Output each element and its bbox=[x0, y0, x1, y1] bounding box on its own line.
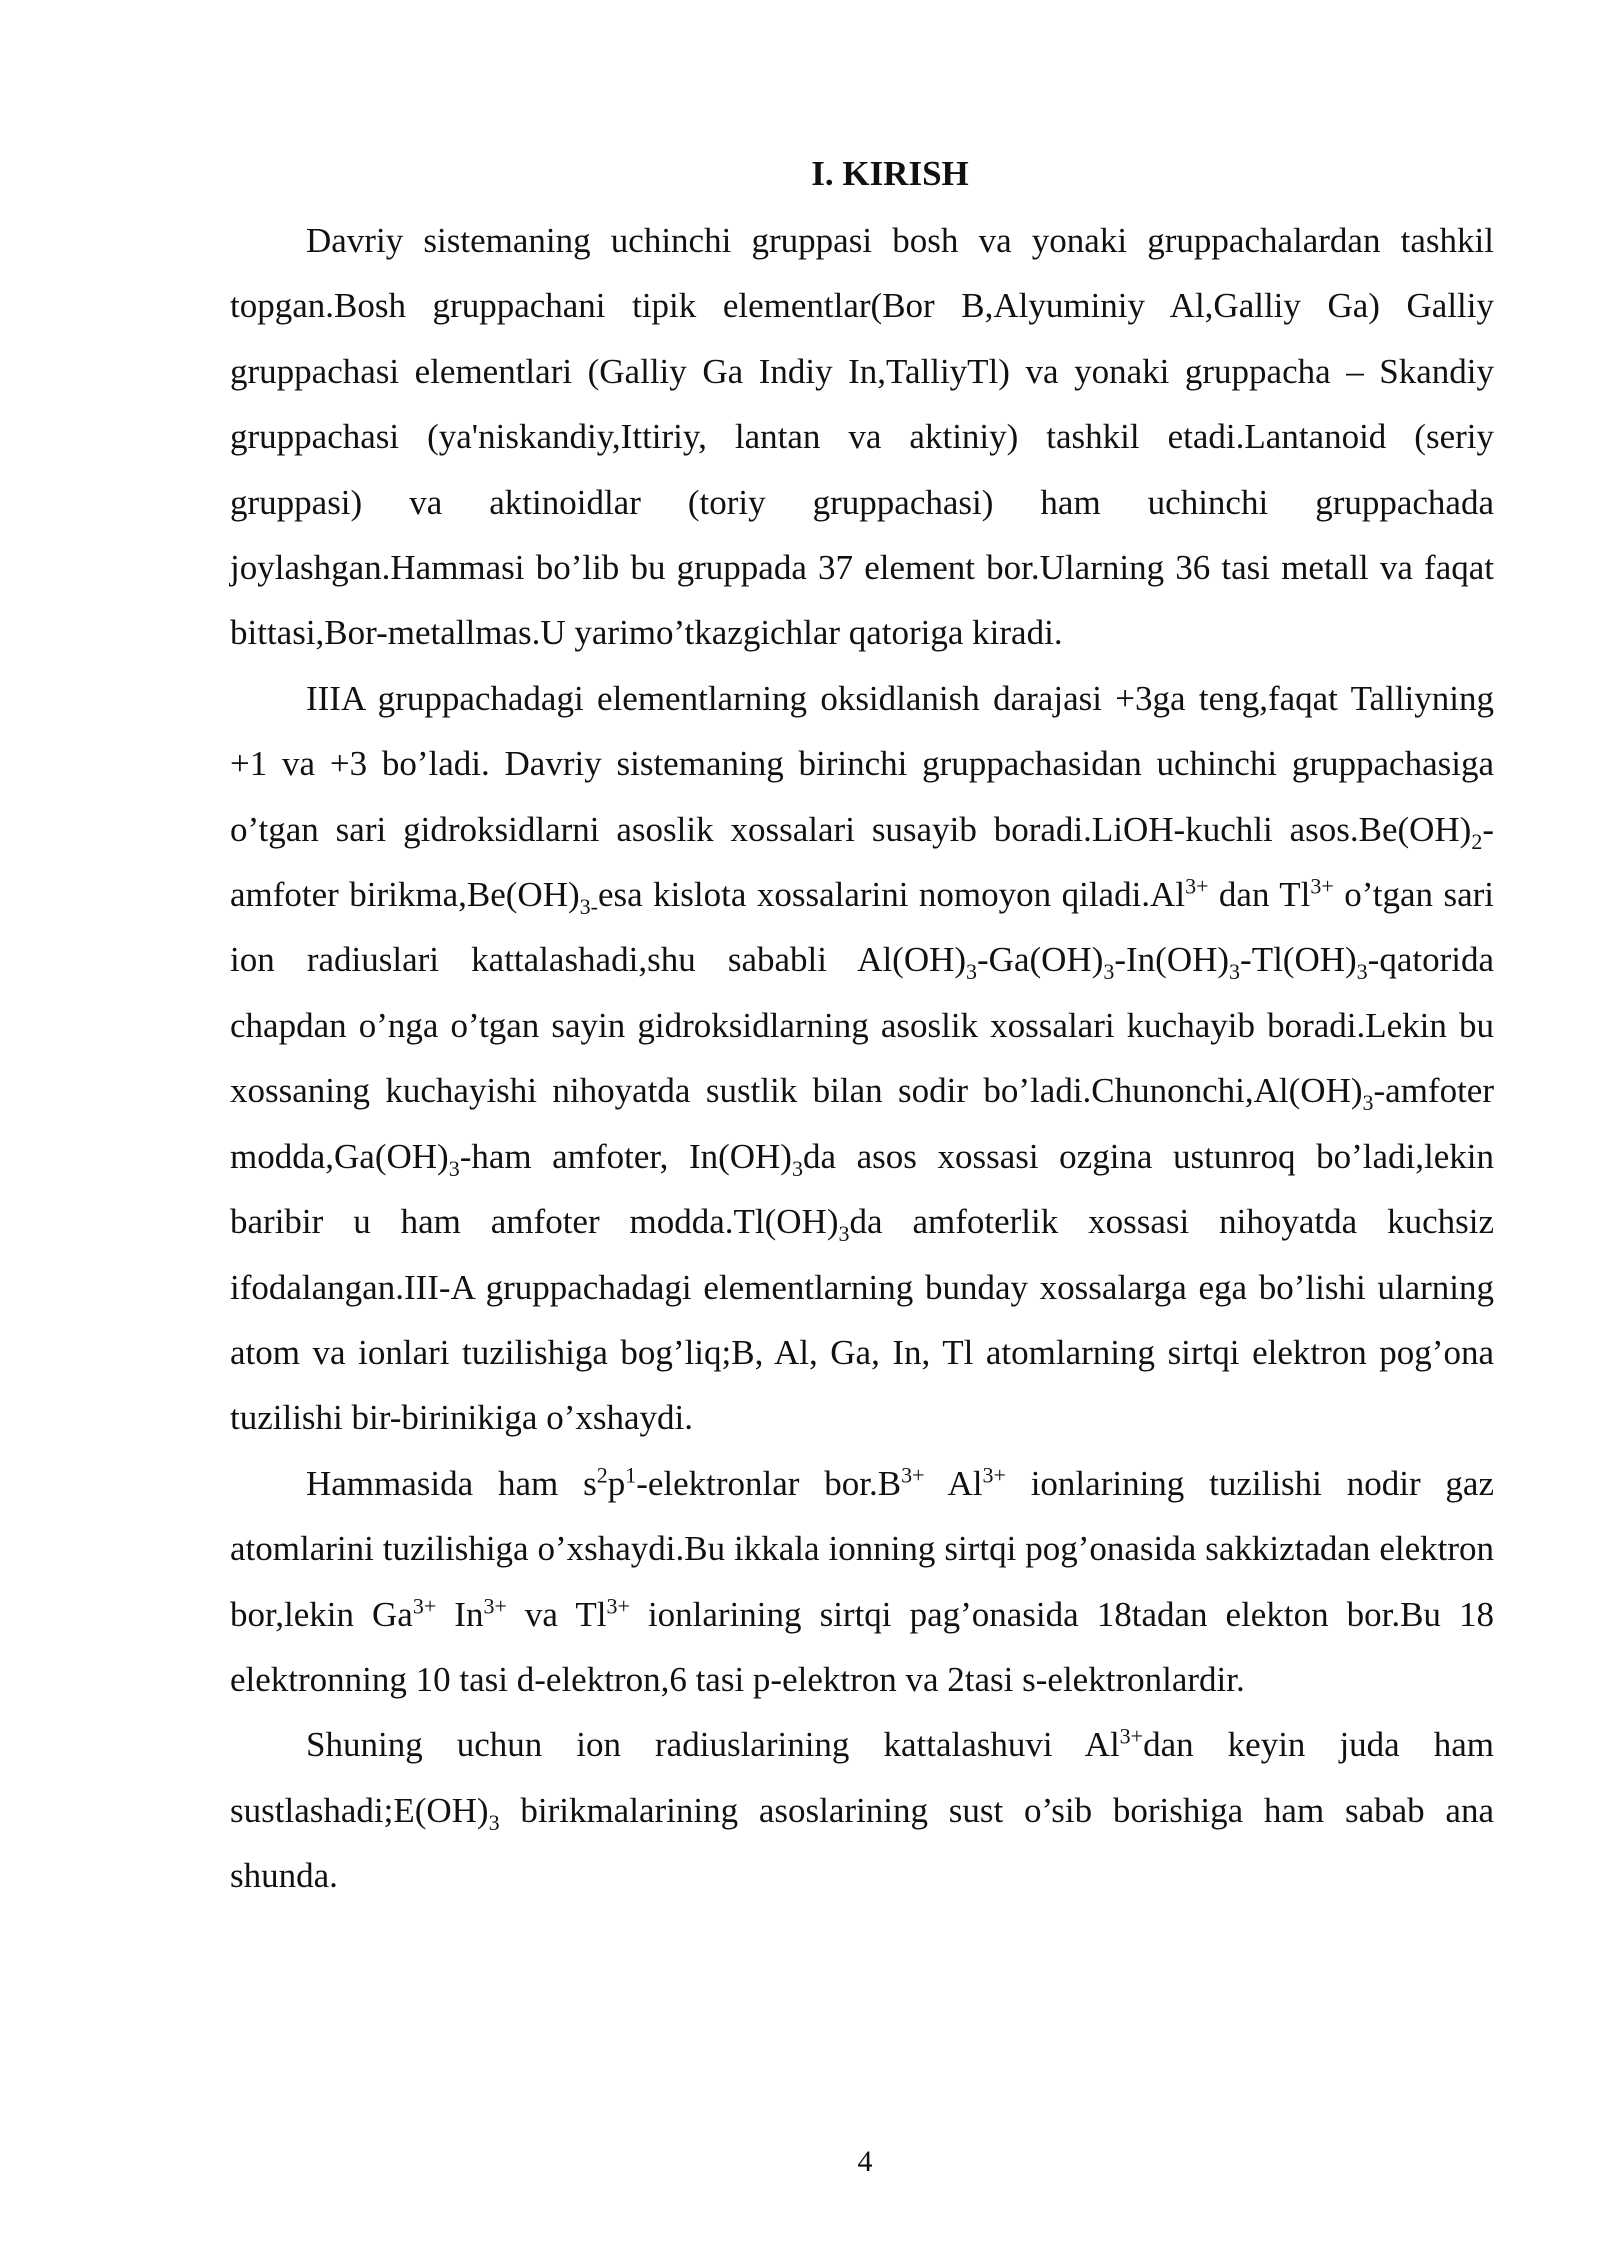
paragraph bbox=[230, 666, 1494, 1451]
superscript: 3+ bbox=[901, 1462, 925, 1488]
subscript: 3- bbox=[579, 894, 598, 920]
text-run: IIIA gruppachadagi elementlarning oksidlanish darajasi +3ga teng,faqat Talliyning +1 va +3 bo’ladi. Davriy sistemaning birinchi gruppachasidan uchinchi gruppachasiga o’tgan sari gidroksidlarni asoslik xossalari susayib boradi.LiOH-kuchli asos.Be(OH) bbox=[230, 678, 1494, 849]
text-run: dan Tl bbox=[1208, 875, 1311, 915]
text-run: p bbox=[607, 1463, 626, 1503]
subscript: 3 bbox=[1229, 959, 1241, 985]
text-run: da asos xossasi ozgina ustunroq bo’ladi,lekin baribir u ham amfoter modda.Tl(OH) bbox=[230, 1136, 1494, 1242]
text-run: Al bbox=[924, 1463, 983, 1503]
superscript: 1 bbox=[625, 1462, 637, 1488]
text-run: -Ga(OH) bbox=[977, 940, 1104, 980]
text-run: dan keyin juda ham sustlashadi;E(OH) bbox=[230, 1725, 1494, 1830]
text-run: ionlarining tuzilishi nodir gaz atomlarini tuzilishiga o’xshaydi.Bu ikkala ionning sirtqi pog’onasida sakkiztadan elektron bor,lekin Ga bbox=[230, 1463, 1495, 1634]
superscript: 2 bbox=[596, 1462, 608, 1488]
text-run: Davriy sistemaning uchinchi gruppasi bosh va yonaki gruppachalardan tashkil topgan.Bosh gruppachani tipik elementlar(Bor B,Alyuminiy Al,Galliy Ga) Galliy gruppachasi elementlari (Galliy Ga Indiy In,TalliyTl) va yonaki gruppacha – Skandiy gruppachasi (ya'niskandiy,Ittiriy, lantan va aktiniy) tashkil etadi.Lantanoid (seriy gruppasi) va aktinoidlar (toriy gruppachasi) ham uchinchi gruppachada joylashgan.Hammasi bo’lib bu gruppada 37 element bor.Ularning 36 tasi metall va faqat bittasi,Bor-metallmas.U yarimo’tkazgichlar qatoriga kiradi. bbox=[230, 221, 1494, 653]
text-run: Hammasida ham s bbox=[306, 1463, 597, 1503]
text-run: ionlarining sirtqi pag’onasida 18tadan elekton bor.Bu 18 elektronning 10 tasi d-elektron,6 tasi p-elektron va 2tasi s-elektronlardir. bbox=[230, 1594, 1494, 1699]
superscript: 3+ bbox=[606, 1592, 630, 1618]
text-run: da amfoterlik xossasi nihoyatda kuchsiz ifodalangan.III-A gruppachadagi elementlarning bunday xossalarga ega bo’lishi ularning atom va ionlari tuzilishiga bog’liq;B, Al, Ga, In, Tl atomlarning sirtqi elektron pog’ona tuzilishi bir-birinikiga o’xshaydi. bbox=[230, 1202, 1494, 1438]
subscript: 3 bbox=[448, 1155, 460, 1181]
subscript: 3 bbox=[838, 1221, 850, 1247]
subscript: 3 bbox=[488, 1809, 500, 1835]
text-run: In bbox=[436, 1594, 484, 1634]
superscript: 3+ bbox=[982, 1462, 1006, 1488]
section-heading: I. KIRISH bbox=[811, 154, 969, 193]
paragraph bbox=[230, 1712, 1494, 1908]
text-run: -In(OH) bbox=[1114, 940, 1230, 980]
subscript: 3 bbox=[966, 959, 978, 985]
superscript: 3+ bbox=[483, 1592, 507, 1618]
text-run: -amfoter birikma,Be(OH) bbox=[230, 809, 1494, 915]
subscript: 3 bbox=[791, 1155, 803, 1181]
superscript: 3+ bbox=[412, 1592, 437, 1618]
subscript: 2 bbox=[1471, 828, 1483, 854]
superscript: 3+ bbox=[1185, 873, 1209, 899]
text-run: Shuning uchun ion radiuslarining kattalashuvi Al bbox=[306, 1725, 1120, 1765]
text-run: -qatorida chapdan o’nga o’tgan sayin gidroksidlarning asoslik xossalari kuchayib boradi.Lekin bu xossaning kuchayishi nihoyatda sustlik bilan sodir bo’ladi.Chunonchi,Al(OH) bbox=[230, 940, 1494, 1111]
text-run: -amfoter modda,Ga(OH) bbox=[230, 1071, 1494, 1176]
text-run: -ham amfoter, In(OH) bbox=[459, 1136, 792, 1176]
paragraph bbox=[230, 1451, 1494, 1713]
text-run: va Tl bbox=[506, 1594, 607, 1634]
text-run: -elektronlar bor.B bbox=[636, 1463, 902, 1503]
superscript: 3+ bbox=[1119, 1723, 1144, 1749]
text-run: -Tl(OH) bbox=[1240, 940, 1357, 980]
body-text bbox=[230, 208, 1494, 1909]
text-run: birikmalarining asoslarining sust o’sib borishiga ham sabab ana shunda. bbox=[230, 1790, 1494, 1896]
page-number: 4 bbox=[857, 2145, 873, 2178]
subscript: 3 bbox=[1362, 1090, 1374, 1116]
paragraph bbox=[230, 208, 1494, 666]
subscript: 3 bbox=[1103, 959, 1115, 985]
superscript: 3+ bbox=[1310, 873, 1334, 899]
text-run: o’tgan sari ion radiuslari kattalashadi,shu sababli Al(OH) bbox=[230, 875, 1494, 980]
subscript: 3 bbox=[1356, 959, 1368, 985]
text-run: esa kislota xossalarini nomoyon qiladi.Al bbox=[597, 875, 1186, 915]
